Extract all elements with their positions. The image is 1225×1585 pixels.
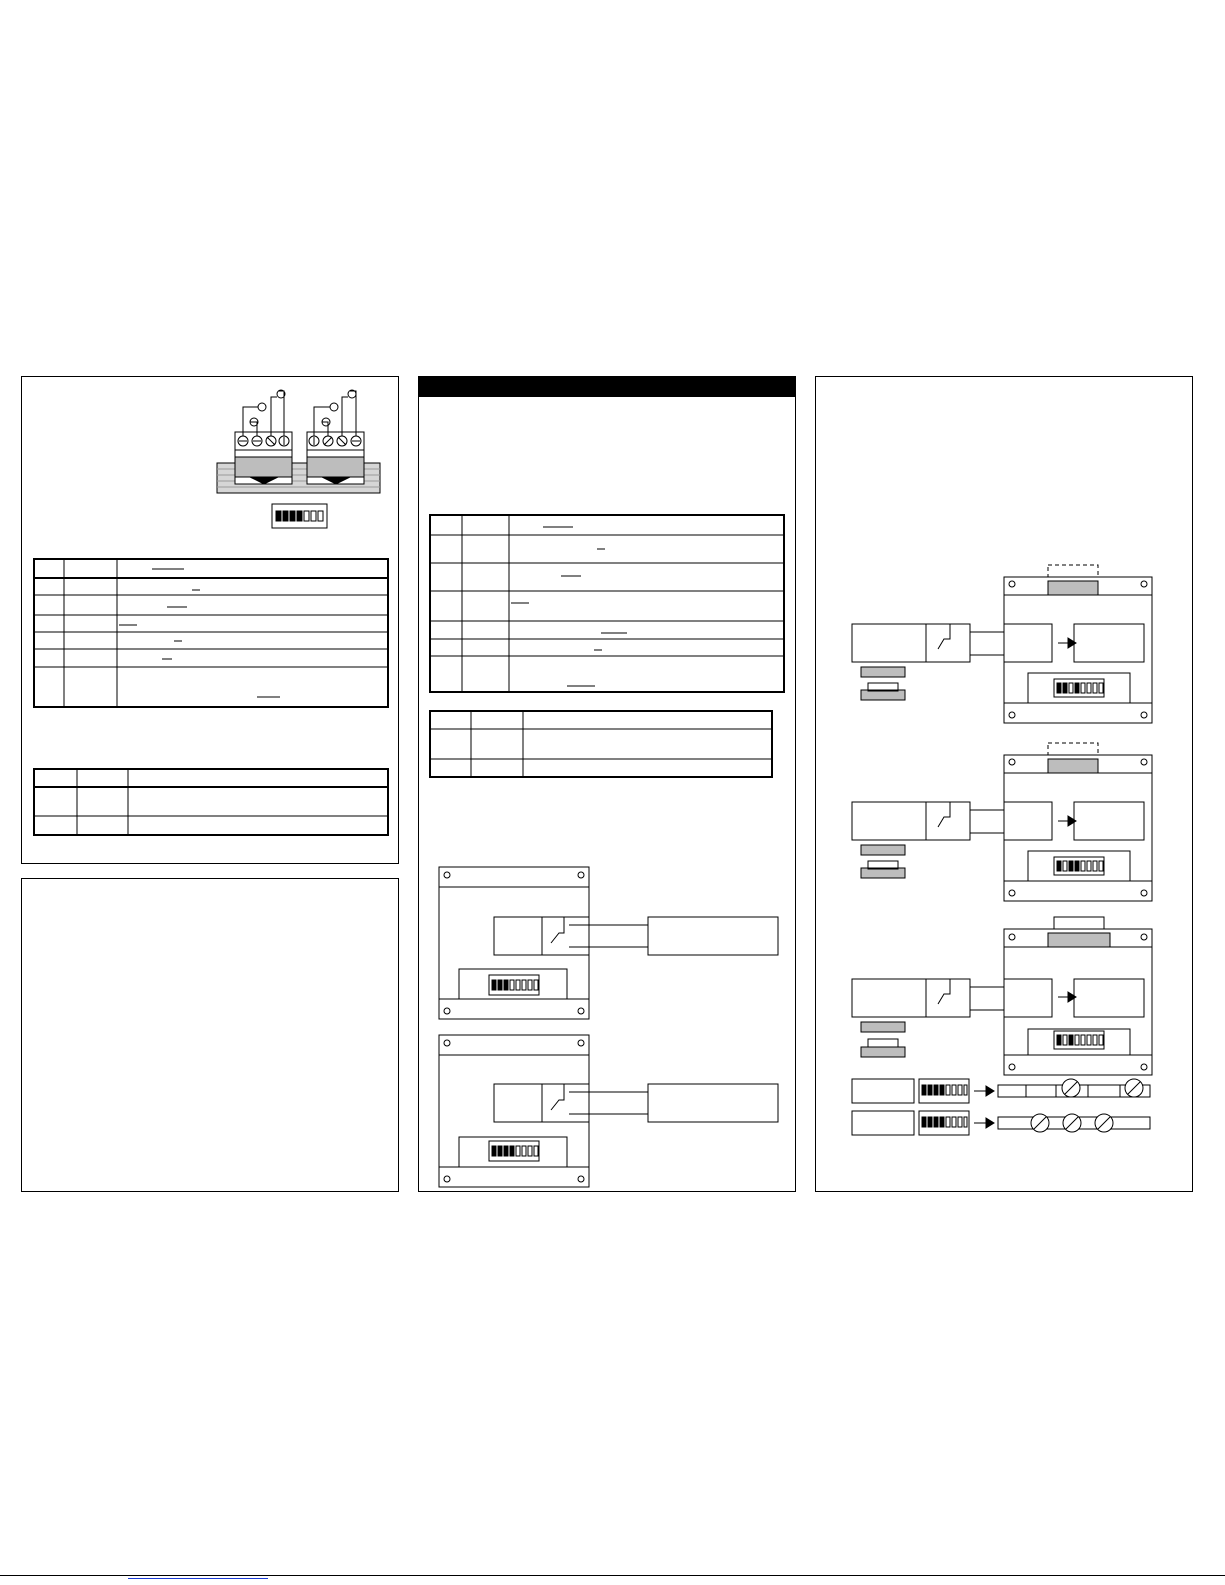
middle-table-2	[430, 711, 772, 777]
middle-panel	[418, 376, 796, 1192]
footer-rule	[0, 1575, 1225, 1576]
left-panel-top-drawing	[22, 377, 400, 865]
right-module-diagram-1	[852, 565, 1152, 723]
left-table-2	[34, 769, 388, 835]
right-option-row-2	[852, 1111, 1150, 1135]
middle-module-diagram-1	[439, 867, 778, 1019]
left-panel-top	[21, 376, 399, 864]
right-module-diagram-3	[852, 917, 1152, 1075]
left-table-1	[34, 559, 388, 707]
right-dip-switch-2	[1054, 857, 1104, 875]
right-option-row-1	[852, 1079, 1150, 1103]
middle-panel-drawing	[419, 377, 797, 1193]
right-panel-drawing	[816, 377, 1194, 1193]
middle-table-1	[430, 515, 784, 692]
left-panel-bottom	[21, 878, 399, 1192]
terminal-blocks-diagram	[217, 390, 380, 493]
middle-module-diagram-2	[439, 1035, 778, 1187]
dip-switch-icon	[272, 504, 327, 528]
right-dip-switch-3	[1054, 1031, 1104, 1049]
right-panel	[815, 376, 1193, 1192]
right-dip-switch-1	[1054, 679, 1104, 697]
right-module-diagram-2	[852, 743, 1152, 901]
footer-link-underline[interactable]	[128, 1578, 268, 1579]
